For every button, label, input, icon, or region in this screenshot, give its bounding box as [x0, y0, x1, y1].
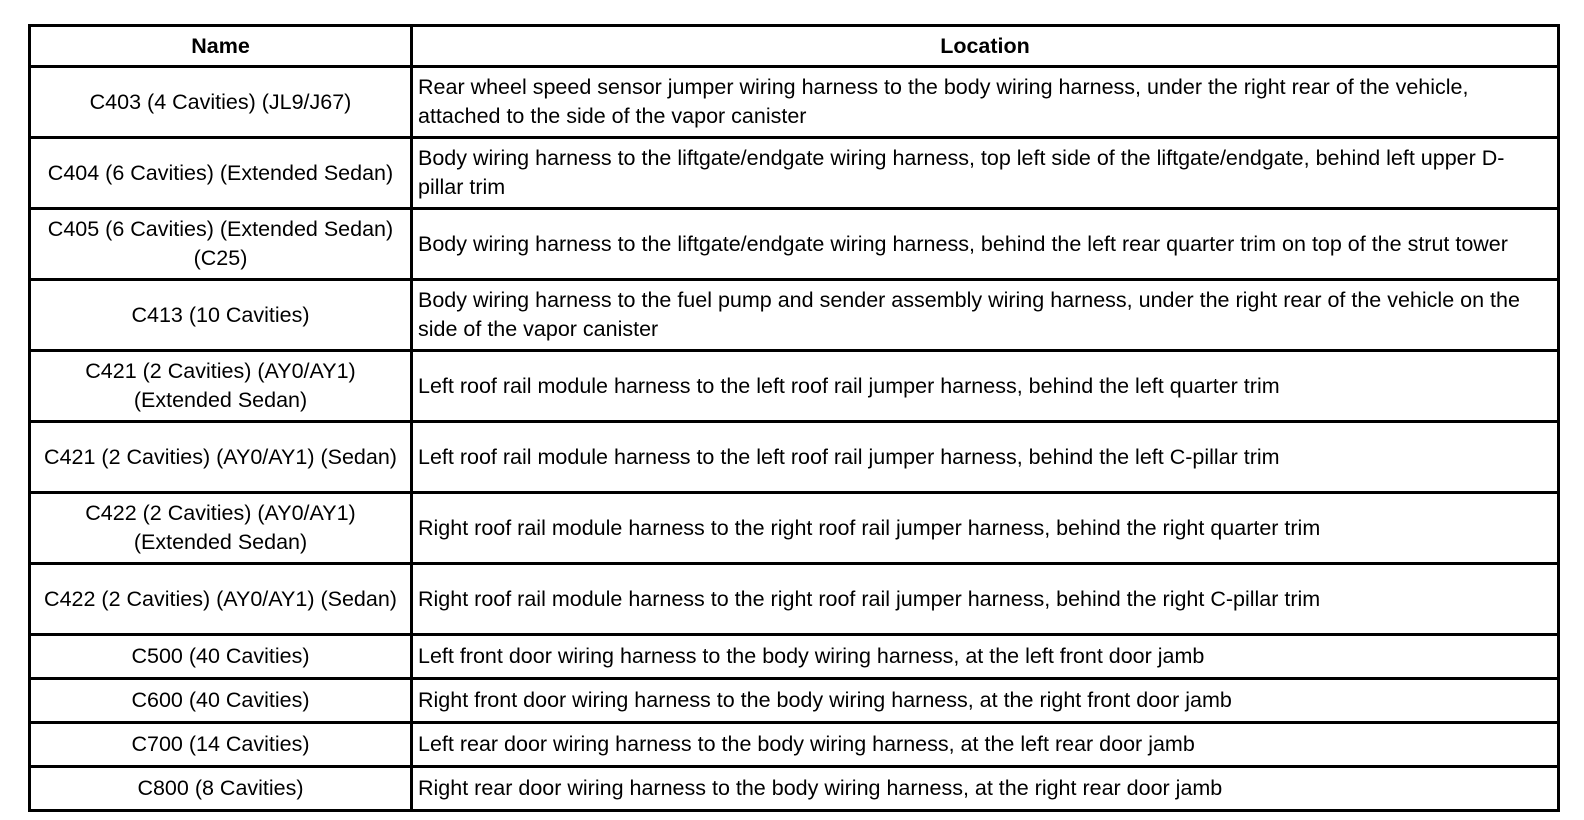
connector-name: C422 (2 Cavities) (AY0/AY1) (Extended Sedan): [30, 493, 412, 564]
table-row: [30, 67, 1559, 138]
connector-name: C700 (14 Cavities): [30, 723, 412, 767]
header-location: Location: [412, 26, 1559, 67]
table-row: [30, 351, 1559, 422]
connector-location-table: [28, 24, 1560, 812]
table-row: [30, 280, 1559, 351]
table-row: [30, 493, 1559, 564]
table-row: [30, 679, 1559, 723]
connector-location: Right front door wiring harness to the body wiring harness, at the right front door jamb: [412, 679, 1559, 723]
connector-name: C800 (8 Cavities): [30, 767, 412, 811]
connector-location: Body wiring harness to the liftgate/endgate wiring harness, behind the left rear quarter trim on top of the strut tower: [412, 209, 1559, 280]
connector-table-container: [28, 24, 1560, 812]
header-name: Name: [30, 26, 412, 67]
table-row: [30, 767, 1559, 811]
connector-name: C405 (6 Cavities) (Extended Sedan) (C25): [30, 209, 412, 280]
connector-location: Left roof rail module harness to the left roof rail jumper harness, behind the left C-pillar trim: [412, 422, 1559, 493]
table-row: [30, 723, 1559, 767]
table-row: [30, 422, 1559, 493]
connector-name: C421 (2 Cavities) (AY0/AY1) (Extended Sedan): [30, 351, 412, 422]
table-row: [30, 564, 1559, 635]
connector-name: C500 (40 Cavities): [30, 635, 412, 679]
connector-name: C404 (6 Cavities) (Extended Sedan): [30, 138, 412, 209]
connector-location: Right roof rail module harness to the right roof rail jumper harness, behind the right C-pillar trim: [412, 564, 1559, 635]
connector-location: Rear wheel speed sensor jumper wiring harness to the body wiring harness, under the right rear of the vehicle, attached to the side of the vapor canister: [412, 67, 1559, 138]
connector-location: Left roof rail module harness to the left roof rail jumper harness, behind the left quarter trim: [412, 351, 1559, 422]
connector-location: Body wiring harness to the liftgate/endgate wiring harness, top left side of the liftgate/endgate, behind left upper D-pillar trim: [412, 138, 1559, 209]
table-row: [30, 138, 1559, 209]
connector-location: Right rear door wiring harness to the body wiring harness, at the right rear door jamb: [412, 767, 1559, 811]
connector-name: C422 (2 Cavities) (AY0/AY1) (Sedan): [30, 564, 412, 635]
connector-location: Left front door wiring harness to the body wiring harness, at the left front door jamb: [412, 635, 1559, 679]
connector-name: C600 (40 Cavities): [30, 679, 412, 723]
connector-location: Right roof rail module harness to the right roof rail jumper harness, behind the right quarter trim: [412, 493, 1559, 564]
table-row: [30, 635, 1559, 679]
connector-location: Body wiring harness to the fuel pump and sender assembly wiring harness, under the right rear of the vehicle on the side of the vapor canister: [412, 280, 1559, 351]
connector-name: C421 (2 Cavities) (AY0/AY1) (Sedan): [30, 422, 412, 493]
connector-name: C403 (4 Cavities) (JL9/J67): [30, 67, 412, 138]
connector-name: C413 (10 Cavities): [30, 280, 412, 351]
table-header-row: [30, 26, 1559, 67]
table-row: [30, 209, 1559, 280]
connector-location: Left rear door wiring harness to the body wiring harness, at the left rear door jamb: [412, 723, 1559, 767]
